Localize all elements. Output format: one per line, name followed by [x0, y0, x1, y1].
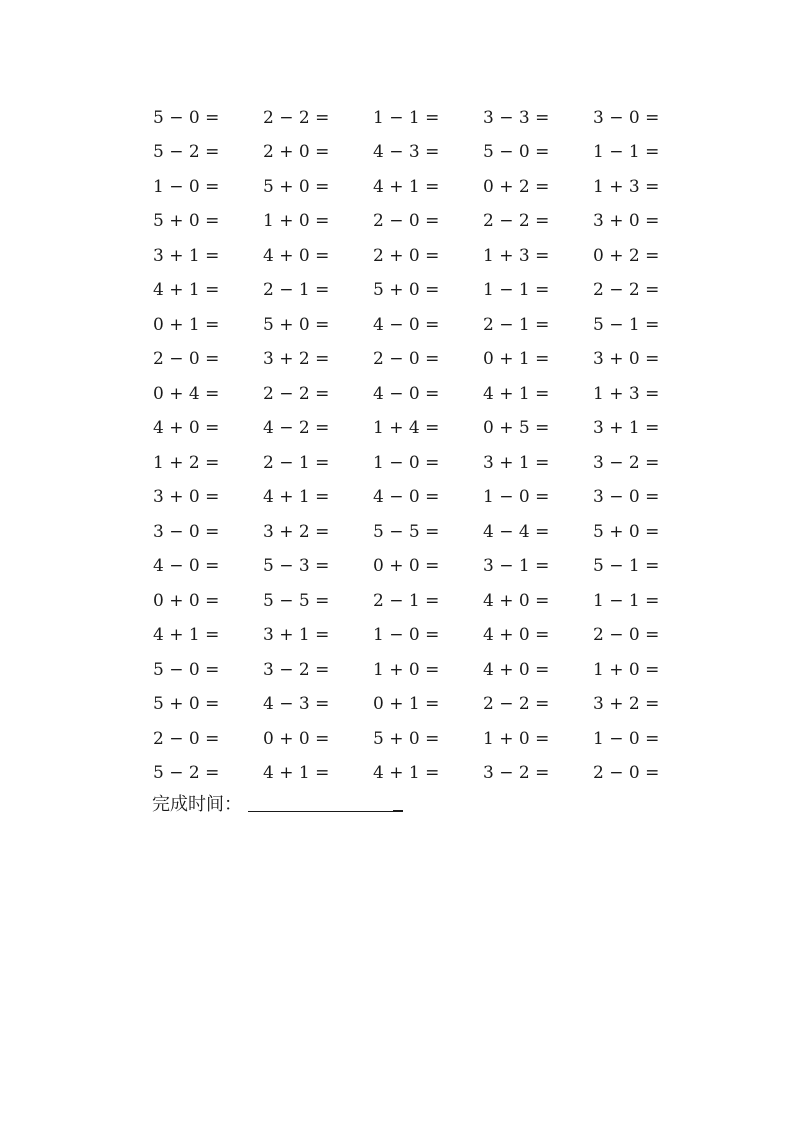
arithmetic-problem: 4 + 1 = [373, 763, 440, 784]
arithmetic-problem: 3 + 2 = [263, 521, 330, 542]
arithmetic-problem: 0 + 1 = [483, 349, 550, 370]
arithmetic-problem: 2 − 2 = [263, 107, 330, 128]
arithmetic-problem: 4 + 1 = [483, 383, 550, 404]
arithmetic-problem: 0 + 0 = [263, 728, 330, 749]
arithmetic-problem: 3 − 2 = [483, 763, 550, 784]
arithmetic-problem: 2 − 1 = [373, 590, 440, 611]
arithmetic-problem: 1 − 0 = [373, 452, 440, 473]
arithmetic-problem: 3 − 0 = [153, 521, 220, 542]
arithmetic-problem: 4 + 0 = [153, 418, 220, 439]
arithmetic-problem: 3 − 2 = [593, 452, 660, 473]
arithmetic-problem: 5 − 5 = [263, 590, 330, 611]
arithmetic-problem: 4 − 3 = [263, 694, 330, 715]
arithmetic-problem: 3 − 0 = [593, 487, 660, 508]
completion-time-label: 完成时间： [152, 794, 242, 815]
arithmetic-problem: 0 + 0 = [153, 590, 220, 611]
arithmetic-problem: 2 − 2 = [593, 280, 660, 301]
problem-row [153, 205, 673, 240]
arithmetic-problem: 3 − 2 = [263, 659, 330, 680]
completion-time-section [152, 796, 403, 814]
arithmetic-problem: 2 + 0 = [263, 142, 330, 163]
problem-row [153, 446, 673, 481]
arithmetic-problem: 2 − 2 = [483, 211, 550, 232]
problem-row [153, 481, 673, 516]
arithmetic-problem: 3 − 1 = [483, 556, 550, 577]
arithmetic-problem: 1 + 3 = [593, 383, 660, 404]
arithmetic-problem: 2 − 0 = [593, 763, 660, 784]
arithmetic-problem: 2 − 0 = [153, 349, 220, 370]
problem-row [153, 239, 673, 274]
arithmetic-problem: 1 − 0 = [483, 487, 550, 508]
arithmetic-problem: 3 + 0 = [153, 487, 220, 508]
arithmetic-problem: 1 − 0 = [153, 176, 220, 197]
arithmetic-problem: 4 − 0 = [373, 314, 440, 335]
arithmetic-problem: 4 + 0 = [263, 245, 330, 266]
arithmetic-problem: 0 + 1 = [153, 314, 220, 335]
arithmetic-problem: 2 − 0 = [373, 349, 440, 370]
arithmetic-problem: 3 + 0 = [593, 349, 660, 370]
arithmetic-problem: 1 − 0 = [373, 625, 440, 646]
arithmetic-problem: 4 + 1 = [153, 625, 220, 646]
arithmetic-problem: 2 − 2 = [263, 383, 330, 404]
arithmetic-problem: 1 + 3 = [483, 245, 550, 266]
arithmetic-problem: 4 + 1 = [263, 487, 330, 508]
arithmetic-problem: 2 − 2 = [483, 694, 550, 715]
arithmetic-problem: 4 − 0 = [373, 487, 440, 508]
arithmetic-problem: 1 − 1 = [593, 142, 660, 163]
arithmetic-problem: 3 + 1 = [483, 452, 550, 473]
arithmetic-problem: 0 + 4 = [153, 383, 220, 404]
arithmetic-problem: 5 − 3 = [263, 556, 330, 577]
problem-row [153, 136, 673, 171]
problem-row [153, 412, 673, 447]
arithmetic-problem: 0 + 1 = [373, 694, 440, 715]
arithmetic-problem: 4 − 3 = [373, 142, 440, 163]
arithmetic-problem: 1 + 0 = [483, 728, 550, 749]
arithmetic-problem: 2 − 0 = [593, 625, 660, 646]
problem-row [153, 274, 673, 309]
arithmetic-problem: 5 + 0 = [153, 211, 220, 232]
problem-row [153, 722, 673, 757]
problem-row [153, 377, 673, 412]
arithmetic-problem: 3 + 1 = [153, 245, 220, 266]
arithmetic-problem: 2 − 0 = [153, 728, 220, 749]
arithmetic-problem-grid [153, 101, 673, 791]
arithmetic-problem: 5 + 0 = [593, 521, 660, 542]
arithmetic-problem: 4 − 0 = [153, 556, 220, 577]
problem-row [153, 619, 673, 654]
arithmetic-problem: 4 − 2 = [263, 418, 330, 439]
arithmetic-problem: 3 + 0 = [593, 211, 660, 232]
arithmetic-problem: 4 + 0 = [483, 625, 550, 646]
arithmetic-problem: 3 + 1 = [593, 418, 660, 439]
arithmetic-problem: 4 − 4 = [483, 521, 550, 542]
arithmetic-problem: 4 + 0 = [483, 659, 550, 680]
arithmetic-problem: 3 − 3 = [483, 107, 550, 128]
arithmetic-problem: 5 + 0 = [373, 280, 440, 301]
arithmetic-problem: 3 + 1 = [263, 625, 330, 646]
problem-row [153, 653, 673, 688]
arithmetic-problem: 5 + 0 = [263, 314, 330, 335]
problem-row [153, 101, 673, 136]
arithmetic-problem: 5 − 2 = [153, 763, 220, 784]
arithmetic-problem: 3 − 0 = [593, 107, 660, 128]
arithmetic-problem: 1 − 1 = [593, 590, 660, 611]
arithmetic-problem: 4 + 1 = [153, 280, 220, 301]
arithmetic-problem: 3 + 2 = [593, 694, 660, 715]
arithmetic-problem: 5 − 0 = [483, 142, 550, 163]
arithmetic-problem: 1 + 2 = [153, 452, 220, 473]
problem-row [153, 550, 673, 585]
arithmetic-problem: 0 + 2 = [483, 176, 550, 197]
arithmetic-problem: 1 + 0 = [593, 659, 660, 680]
arithmetic-problem: 5 − 1 = [593, 556, 660, 577]
arithmetic-problem: 1 + 4 = [373, 418, 440, 439]
arithmetic-problem: 1 − 1 = [483, 280, 550, 301]
arithmetic-problem: 1 − 0 = [593, 728, 660, 749]
arithmetic-problem: 1 + 0 = [373, 659, 440, 680]
arithmetic-problem: 0 + 2 = [593, 245, 660, 266]
problem-row [153, 308, 673, 343]
arithmetic-problem: 4 − 0 = [373, 383, 440, 404]
problem-row [153, 757, 673, 792]
problem-row [153, 515, 673, 550]
problem-row [153, 584, 673, 619]
arithmetic-problem: 2 − 1 = [483, 314, 550, 335]
arithmetic-problem: 5 − 0 = [153, 659, 220, 680]
arithmetic-problem: 5 − 5 = [373, 521, 440, 542]
arithmetic-problem: 5 + 0 = [153, 694, 220, 715]
arithmetic-problem: 5 + 0 = [263, 176, 330, 197]
answer-line-end-mark [393, 810, 403, 812]
arithmetic-problem: 5 − 1 = [593, 314, 660, 335]
arithmetic-problem: 5 + 0 = [373, 728, 440, 749]
completion-time-answer-line[interactable] [248, 811, 403, 812]
arithmetic-problem: 0 + 5 = [483, 418, 550, 439]
arithmetic-problem: 2 − 0 = [373, 211, 440, 232]
arithmetic-problem: 0 + 0 = [373, 556, 440, 577]
arithmetic-problem: 2 − 1 = [263, 280, 330, 301]
problem-row [153, 343, 673, 378]
arithmetic-problem: 1 − 1 = [373, 107, 440, 128]
arithmetic-problem: 4 + 1 = [263, 763, 330, 784]
arithmetic-problem: 5 − 0 = [153, 107, 220, 128]
arithmetic-problem: 2 + 0 = [373, 245, 440, 266]
arithmetic-problem: 5 − 2 = [153, 142, 220, 163]
problem-row [153, 688, 673, 723]
arithmetic-problem: 4 + 1 = [373, 176, 440, 197]
problem-row [153, 170, 673, 205]
arithmetic-problem: 4 + 0 = [483, 590, 550, 611]
arithmetic-problem: 1 + 3 = [593, 176, 660, 197]
arithmetic-problem: 1 + 0 = [263, 211, 330, 232]
arithmetic-problem: 3 + 2 = [263, 349, 330, 370]
arithmetic-problem: 2 − 1 = [263, 452, 330, 473]
